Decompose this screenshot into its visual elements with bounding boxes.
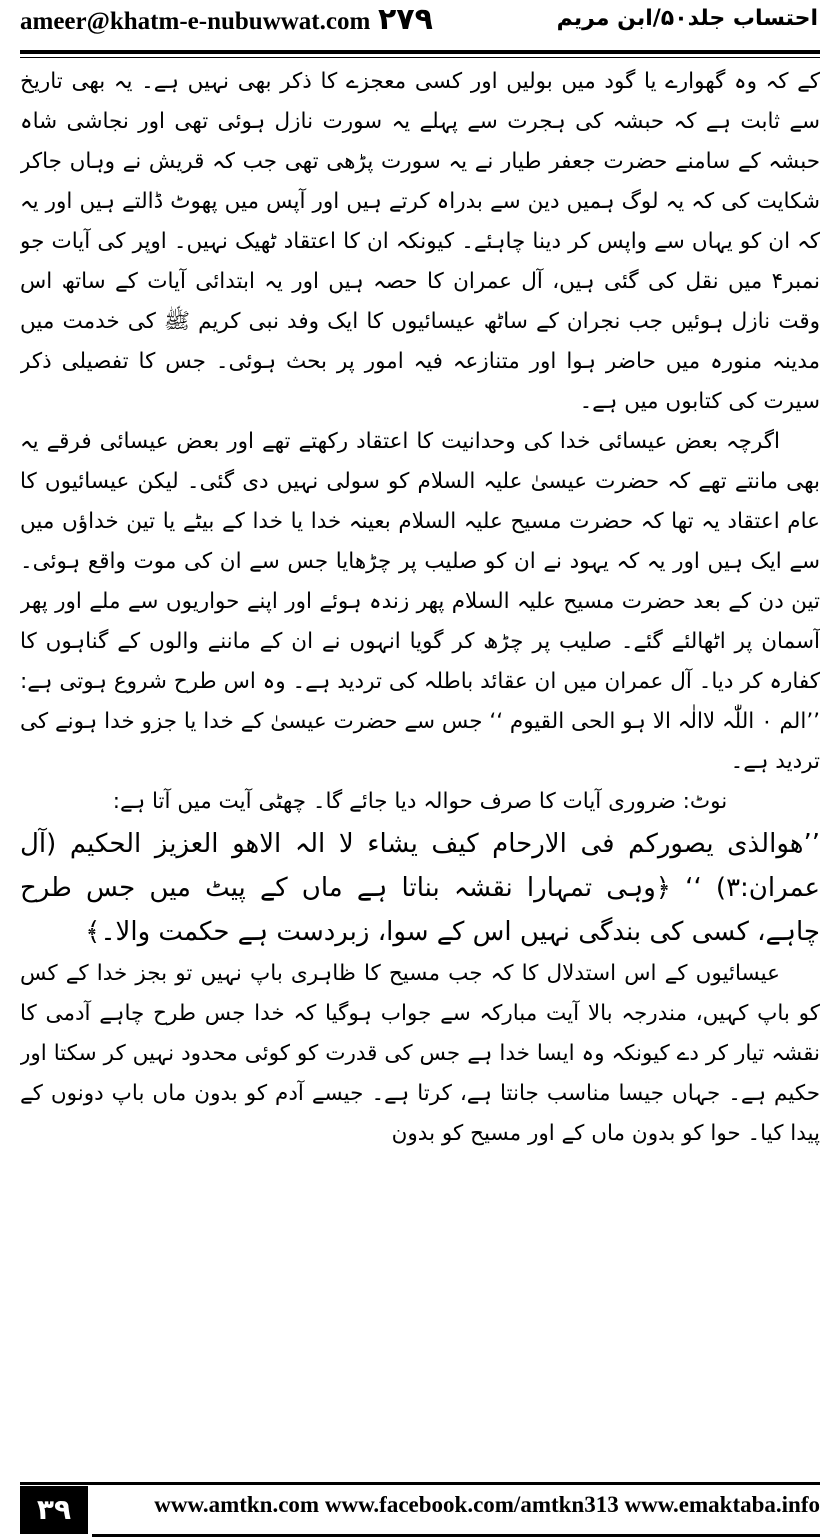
verse-arabic: ’’ھوالذی یصورکم فی الارحام کیف یشاء لا الہ الاھو العزیز الحکیم (آل عمران:۳) [20, 829, 820, 903]
footer-rule-bottom [92, 1534, 820, 1537]
paragraph-3: عیسائیوں کے اس استدلال کا کہ جب مسیح کا ظاہری باپ نہیں تو بجز خدا کے کس کو باپ کہیں، مندرجہ بالا آیت مبارکہ سے جواب ہوگیا کہ خدا جس طرح چاہے آدمی کا نقشہ تیار کر دے کیونکہ وہ ایسا خدا ہے جس کی قدرت کو کوئی محدود نہیں کر سکتا اور حکیم ہے۔ جہاں جیسا مناسب جانتا ہے، کرتا ہے۔ جیسے آدم کو بدون ماں باپ دونوں کے پیدا کیا۔ حوا کو بدون ماں کے اور مسیح کو بدون [20, 961, 820, 1146]
footer-page-number: ۳۹ [20, 1486, 88, 1534]
header-email: ameer@khatm-e-nubuwwat.com [20, 8, 371, 35]
header-page-number: ۲۷۹ [378, 2, 433, 37]
paragraph-2: اگرچہ بعض عیسائی خدا کی وحدانیت کا اعتقاد رکھتے تھے اور بعض عیسائی فرقے یہ بھی مانتے تھے کہ حضرت عیسیٰ علیہ السلام کو سولی نہیں دی گئی۔ لیکن عیسائیوں کا عام اعتقاد یہ تھا کہ حضرت مسیح علیہ السلام بعینہ خدا یا خدا کے بیٹے یا تین خداؤں میں سے ایک ہیں اور یہ کہ یہود نے ان کو صلیب پر چڑھایا جس سے ان کی موت واقع ہوئی۔ تین دن کے بعد حضرت مسیح علیہ السلام پھر زندہ ہوئے اور اپنے حواریوں سے ملے اور پھر آسمان پر اٹھالئے گئے۔ صلیب پر چڑھ کر گویا انہوں نے ان کے ماننے والوں کے گناہوں کا کفارہ کر دیا۔ آل عمران میں ان عقائد باطلہ کی تردید ہے۔ وہ اس طرح شروع ہوتی ہے: ’’الم ۰ اللّٰہ لاالٰہ الا ہو الحی القیوم ‘‘ جس سے حضرت عیسیٰ کے خدا یا جزو خدا ہونے کی تردید ہے۔ [20, 429, 820, 774]
paragraph-1: کے کہ وہ گھوارے یا گود میں بولیں اور کسی معجزے کا ذکر بھی نہیں ہے۔ یہ بھی تاریخ سے ثابت ہے کہ حبشہ کی ہجرت سے پہلے یہ سورت نازل ہوئی تھی اور نجاشی شاہ حبشہ کے سامنے حضرت جعفر طیار نے یہ سورت پڑھی تھی جب کہ قریش نے وہاں جاکر شکایت کی کہ یہ لوگ ہمیں دین سے بدراہ کرتے ہیں اور آپس میں پھوٹ ڈالتے ہیں اور یہ کہ ان کو یہاں سے واپس کر دینا چاہئے۔ کیونکہ ان کا اعتقاد ٹھیک نہیں۔ اوپر کی آیات جو نمبر۴ میں نقل کی گئی ہیں، آل عمران کا حصہ ہیں اور یہ ابتدائی آیات کے ساتھ اس وقت نازل ہوئیں جب نجران کے ساٹھ عیسائیوں کا ایک وفد نبی کریم ﷺ کی خدمت میں مدینہ منورہ میں حاضر ہوا اور متنازعہ فیہ امور پر بحث ہوئی۔ جس کا تفصیلی ذکر سیرت کی کتابوں میں ہے۔ [20, 69, 820, 414]
footer-links: www.amtkn.com www.facebook.com/amtkn313 www.emaktaba.info [154, 1492, 820, 1517]
page-body [20, 62, 820, 1474]
header-rule-thin [20, 57, 820, 58]
header-book-title: احتساب جلد۵۰/ابن مریم [556, 6, 818, 31]
footer-rule-top [20, 1482, 820, 1485]
header-rule-thick [20, 50, 820, 54]
page-header [0, 0, 840, 50]
note-line: نوٹ: ضروری آیات کا صرف حوالہ دیا جائے گا۔ چھٹی آیت میں آتا ہے: [112, 789, 728, 814]
verse-translation: ‘‘ ﴿وہی تمہارا نقشہ بناتا ہے ماں کے پیٹ میں جس طرح چاہے، کسی کی بندگی نہیں اس کے سوا، زبردست ہے حکمت والا۔﴾ [20, 873, 820, 947]
quran-verse [20, 822, 820, 954]
page-footer [0, 1478, 840, 1540]
